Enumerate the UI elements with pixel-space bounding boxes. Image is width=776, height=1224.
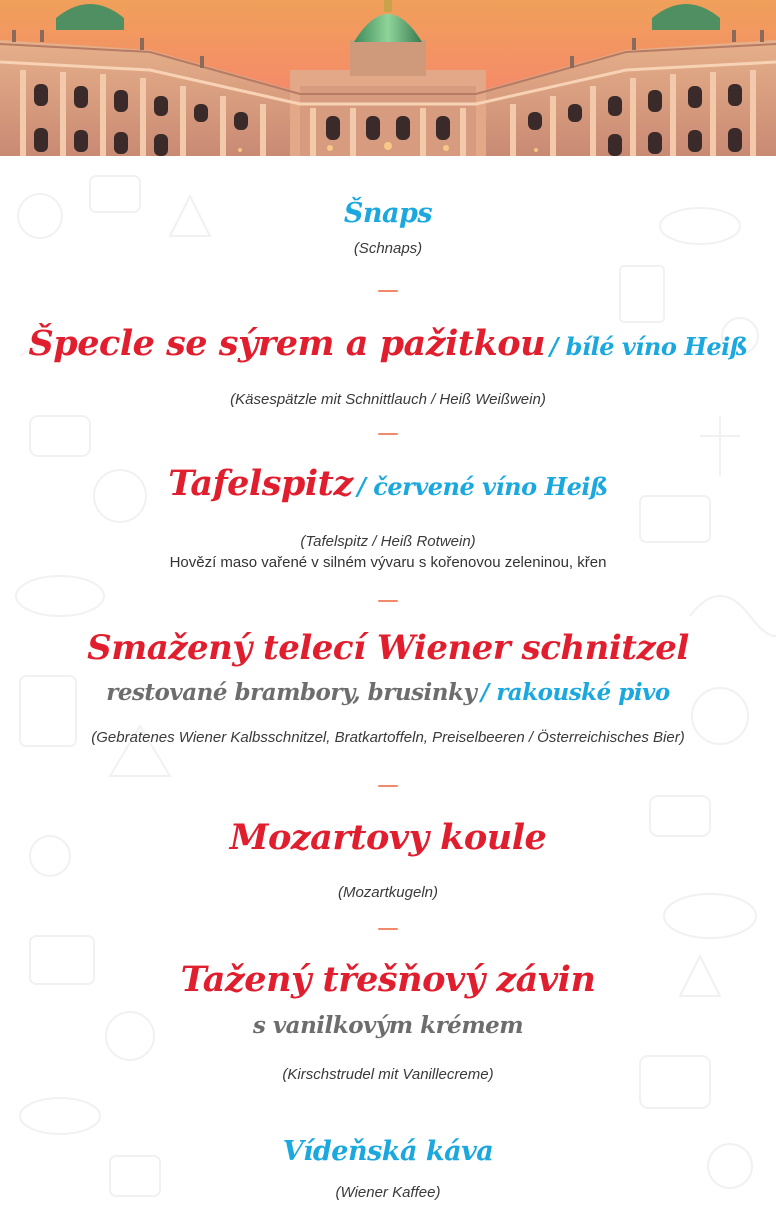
menu-item-zavin (0, 952, 776, 1083)
dish-translation: (Wiener Kaffee) (335, 1184, 441, 1201)
dish-title: Mozartovy koule (229, 817, 547, 858)
dish-translation: (Käsespätzle mit Schnittlauch / Heiß Weißwein) (230, 391, 546, 408)
divider (378, 785, 398, 787)
dish-translation: (Kirschstrudel mit Vanillecreme) (282, 1066, 494, 1083)
menu-item-snaps (0, 196, 776, 257)
dish-translation: (Mozartkugeln) (337, 884, 439, 901)
dish-title-line (0, 456, 776, 519)
menu-item-tafelspitz (0, 456, 776, 571)
dish-description: Hovězí maso vařené v silném vývaru s kořenovou zeleninou, křen (169, 554, 607, 571)
dish-translation: (Gebratenes Wiener Kalbsschnitzel, Bratkartoffeln, Preiselbeeren / Österreichisches Bier) (91, 729, 685, 746)
menu-card (0, 156, 776, 1224)
dish-side-line (0, 674, 776, 715)
divider (378, 433, 398, 435)
drink-pairing: / rakouské pivo (480, 679, 670, 706)
drink-pairing: / červené víno Heiß (357, 472, 608, 501)
menu-item-specle (0, 316, 776, 408)
dish-translation: (Schnaps) (353, 240, 423, 257)
dish-title: Tažený třešňový závin (180, 959, 596, 1000)
drink-pairing: / bílé víno Heiß (549, 332, 748, 361)
dish-title-line (0, 316, 776, 379)
divider (378, 600, 398, 602)
divider (378, 290, 398, 292)
divider (378, 928, 398, 930)
dish-side: restované brambory, brusinky (106, 679, 477, 706)
dish-translation: (Tafelspitz / Heiß Rotwein) (300, 533, 476, 550)
menu-item-videnska-kava (0, 1132, 776, 1201)
dish-side: s vanilkovým krémem (252, 1012, 524, 1039)
dish-title: Vídeňská káva (282, 1136, 494, 1167)
menu-item-mozartovy-koule (0, 810, 776, 901)
dish-title: Šnaps (343, 198, 433, 229)
menu-item-schnitzel (0, 622, 776, 746)
dish-title: Tafelspitz (168, 463, 353, 504)
dish-title: Špecle se sýrem a pažitkou (28, 323, 546, 364)
dish-title: Smažený telecí Wiener schnitzel (87, 628, 689, 668)
header-photo-palace (0, 0, 776, 156)
